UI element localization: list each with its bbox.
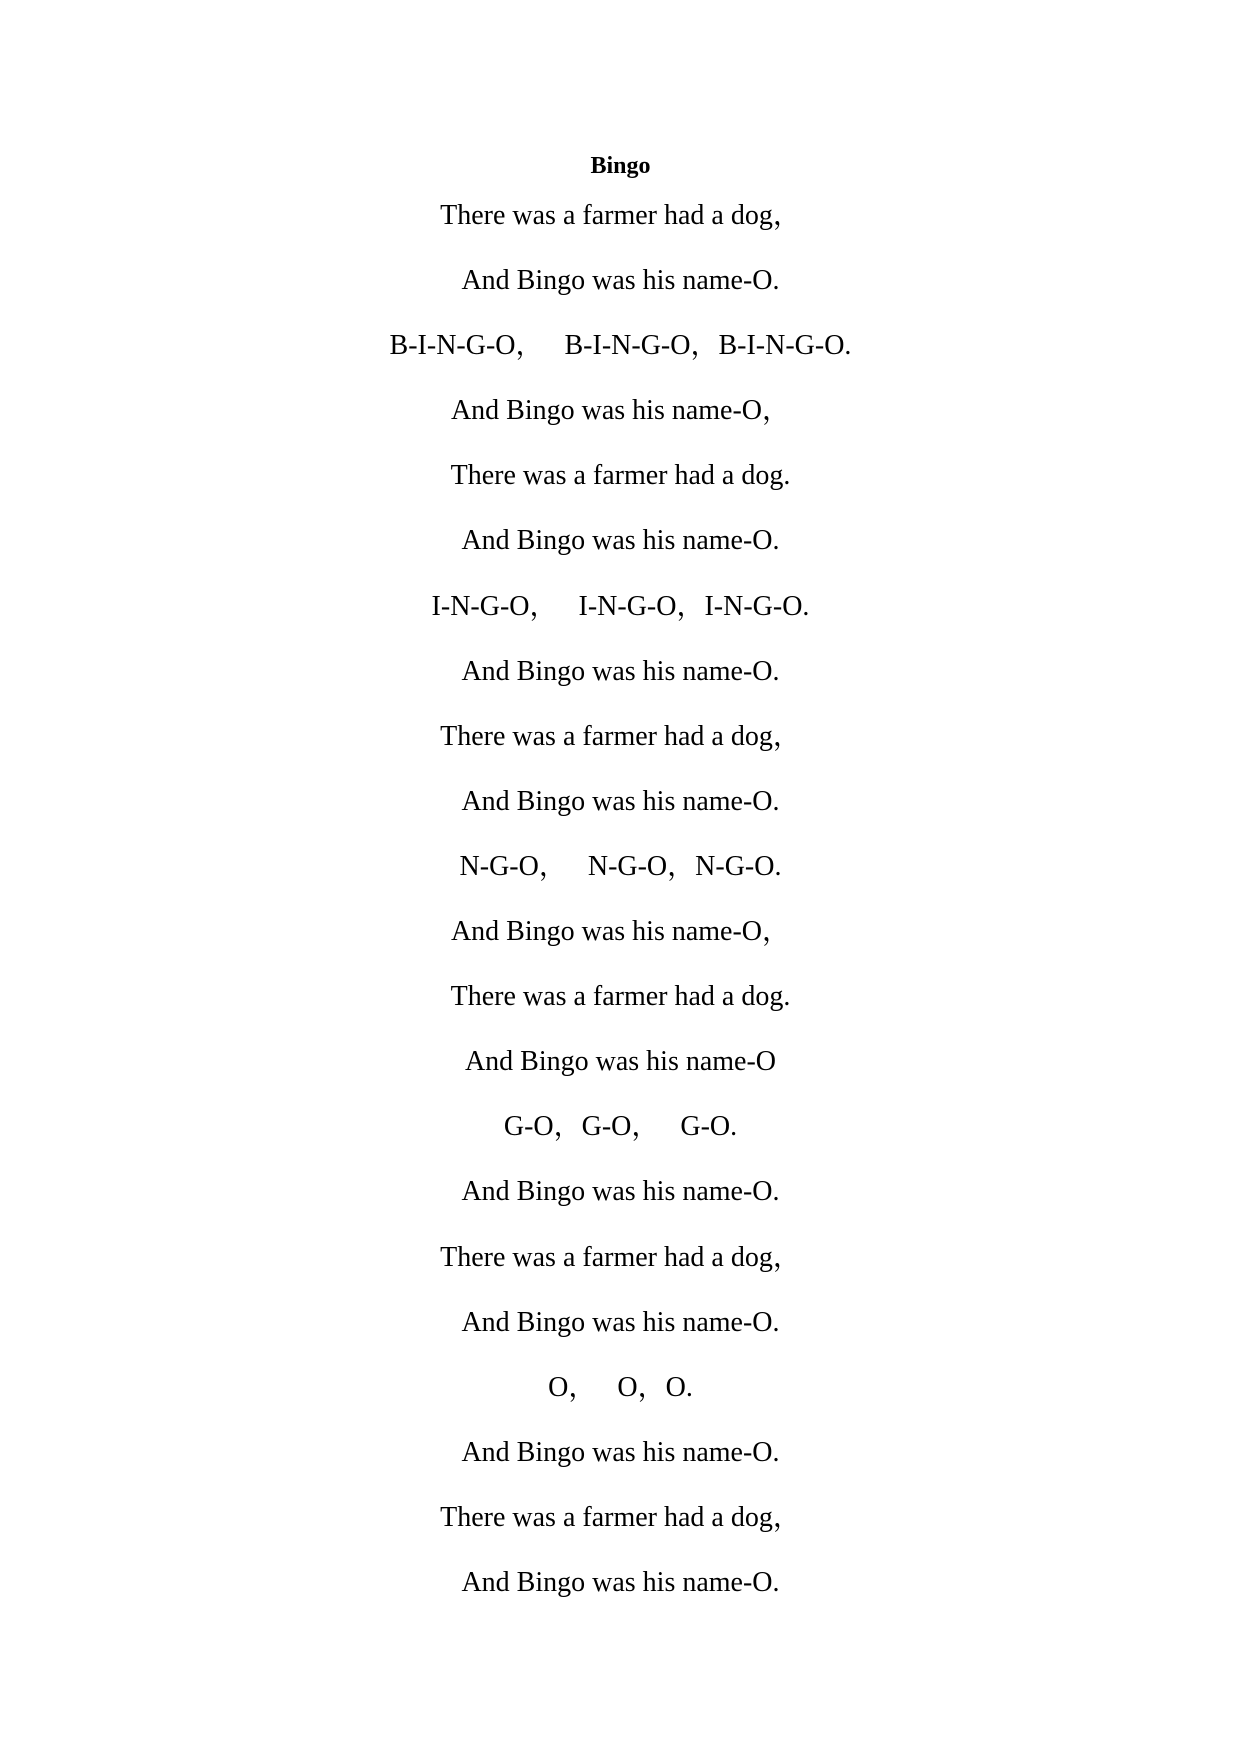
lyric-line: And Bingo was his name-O. [461, 1176, 780, 1208]
lyric-line: There was a farmer had a dog， [440, 1501, 801, 1533]
lyric-line: And Bingo was his name-O. [461, 265, 780, 297]
lyric-line: And Bingo was his name-O， [450, 395, 791, 427]
document-title: Bingo [590, 153, 651, 179]
lyric-line: And Bingo was his name-O. [461, 1566, 780, 1598]
lyric-line: And Bingo was his name-O， [450, 916, 791, 948]
lyric-line: B-I-N-G-O， B-I-N-G-O，B-I-N-G-O. [389, 330, 852, 362]
lyric-line: O， O，O. [548, 1371, 693, 1403]
lyric-line: N-G-O， N-G-O，N-G-O. [459, 850, 782, 882]
lyric-line: G-O，G-O， G-O. [503, 1111, 738, 1143]
lyric-line: And Bingo was his name-O. [461, 655, 780, 687]
lyric-line: I-N-G-O， I-N-G-O，I-N-G-O. [431, 590, 810, 622]
lyric-line: And Bingo was his name-O. [461, 785, 780, 817]
lyric-line: There was a farmer had a dog， [440, 200, 801, 231]
lyric-line: And Bingo was his name-O. [461, 525, 780, 557]
lyric-line: And Bingo was his name-O. [461, 1306, 780, 1338]
lyric-line: And Bingo was his name-O [464, 1046, 777, 1078]
lyric-line: And Bingo was his name-O. [461, 1436, 780, 1468]
lyric-line: There was a farmer had a dog， [440, 1241, 801, 1273]
lyric-line: There was a farmer had a dog. [450, 460, 791, 492]
lyric-line: There was a farmer had a dog. [450, 981, 791, 1013]
lyric-line: There was a farmer had a dog， [440, 720, 801, 752]
lyrics-list [0, 196, 1241, 1628]
